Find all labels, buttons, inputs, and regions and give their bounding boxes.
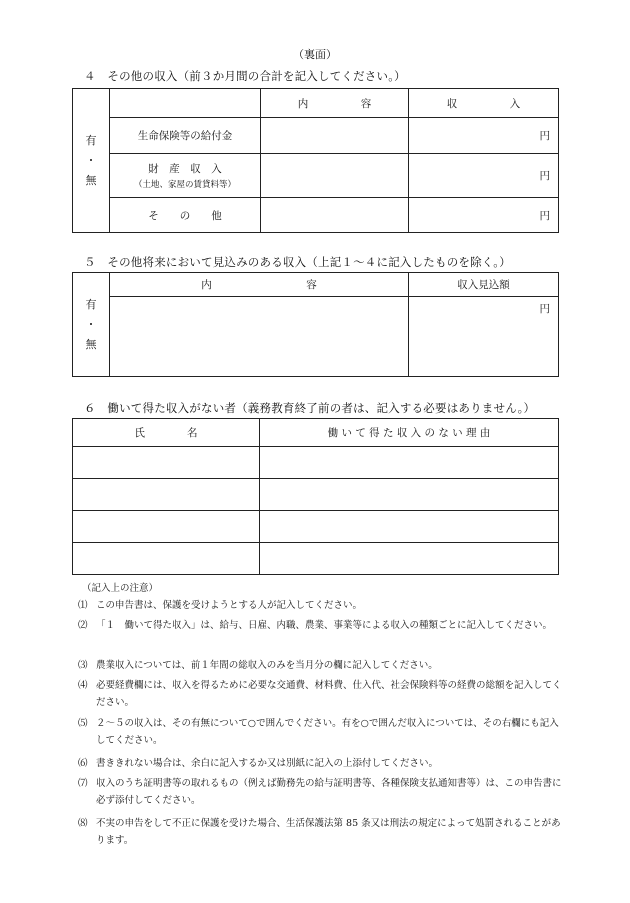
note-item <box>78 716 564 749</box>
section-4-title: ４ その他の収入（前３か月間の合計を記入してください。） <box>84 69 406 83</box>
note-item <box>78 816 564 849</box>
yen-cell-property[interactable]: 円 <box>409 154 559 198</box>
note-text: 必要経費欄には、収入を得るために必要な交通費、材料費、仕入代、社会保険料等の経費の総額を記入してください。 <box>96 680 562 708</box>
note-item <box>78 658 564 675</box>
yen-cell-insurance[interactable]: 円 <box>409 118 559 154</box>
reason-cell[interactable] <box>260 511 559 543</box>
property-label: 財 産 収 入 <box>148 163 222 175</box>
row-label-insurance: 生命保険等の給付金 <box>110 118 261 154</box>
note-number: ⑸ <box>78 718 88 729</box>
ari-label: 有 <box>85 297 97 311</box>
note-text: 収入のうち証明書等の取れるもの（例えば勤務先の給与証明書等、各種保険支払通知書等）は、この申告書に必ず添付してください。 <box>96 778 562 806</box>
note-number: ⑹ <box>78 758 88 769</box>
nashi-label: 無 <box>85 173 97 187</box>
section-4-table <box>72 88 559 233</box>
nashi-label: 無 <box>85 337 97 351</box>
note-number: ⑷ <box>78 680 88 691</box>
dot-label: ・ <box>85 153 97 167</box>
reason-cell[interactable] <box>260 543 559 575</box>
expected-yen-cell[interactable]: 円 <box>409 297 559 377</box>
content-cell-insurance[interactable] <box>261 118 409 154</box>
header-blank <box>110 89 261 118</box>
note-item <box>78 678 564 711</box>
row-label-other: そ の 他 <box>110 198 261 233</box>
notes-heading: （記入上の注意） <box>82 583 159 594</box>
header-content: 内 容 <box>110 273 409 297</box>
yen-cell-other[interactable]: 円 <box>409 198 559 233</box>
header-content: 内 容 <box>261 89 409 118</box>
note-number: ⑻ <box>78 818 88 829</box>
note-item <box>78 776 564 809</box>
header-name: 氏 名 <box>73 419 260 447</box>
note-item <box>78 618 564 635</box>
note-text: 「１ 働いて得た収入」は、給与、日雇、内職、農業、事業等による収入の種類ごとに記入してください。 <box>96 620 553 631</box>
name-cell[interactable] <box>73 447 260 479</box>
row-label-property <box>110 154 261 198</box>
section-4-ari-nashi[interactable] <box>73 89 110 233</box>
section-5-table <box>72 272 559 377</box>
section-5-ari-nashi[interactable] <box>73 273 110 377</box>
header-income: 収 入 <box>409 89 559 118</box>
note-text: 書ききれない場合は、余白に記入するか又は別紙に記入の上添付してください。 <box>96 758 439 769</box>
ari-label: 有 <box>85 133 97 147</box>
header-expected-amount: 収入見込額 <box>409 273 559 297</box>
reason-cell[interactable] <box>260 479 559 511</box>
section-6-title: ６ 働いて得た収入がない者（義務教育終了前の者は、記入する必要はありません。） <box>84 401 536 415</box>
name-cell[interactable] <box>73 511 260 543</box>
property-sublabel: （土地、家屋の賃貸料等） <box>133 180 236 190</box>
note-text: 農業収入については、前１年間の総収入のみを当月分の欄に記入してください。 <box>96 660 438 671</box>
note-number: ⑶ <box>78 660 88 671</box>
page-title: （裏面） <box>293 48 337 61</box>
note-item <box>78 598 564 615</box>
section-6-table <box>72 418 559 575</box>
note-text: この申告書は、保護を受けようとする人が記入してください。 <box>96 600 363 611</box>
note-text: ２～５の収入は、その有無について○で囲んでください。有を○で囲んだ収入については、その右欄にも記入してください。 <box>96 718 559 746</box>
name-cell[interactable] <box>73 543 260 575</box>
dot-label: ・ <box>85 317 97 331</box>
reason-cell[interactable] <box>260 447 559 479</box>
note-number: ⑴ <box>78 600 88 611</box>
expected-content-cell[interactable] <box>110 297 409 377</box>
note-text: 不実の申告をして不正に保護を受けた場合、生活保護法第 85 条又は刑法の規定によって処罰されることがあります。 <box>96 818 561 846</box>
note-item <box>78 756 564 773</box>
section-5-title: ５ その他将来において見込みのある収入（上記１～４に記入したものを除く。） <box>84 255 511 269</box>
content-cell-property[interactable] <box>261 154 409 198</box>
header-reason: 働 い て 得 た 収 入 の な い 理 由 <box>260 419 559 447</box>
name-cell[interactable] <box>73 479 260 511</box>
content-cell-other[interactable] <box>261 198 409 233</box>
note-number: ⑺ <box>78 778 88 789</box>
note-number: ⑵ <box>78 620 88 631</box>
